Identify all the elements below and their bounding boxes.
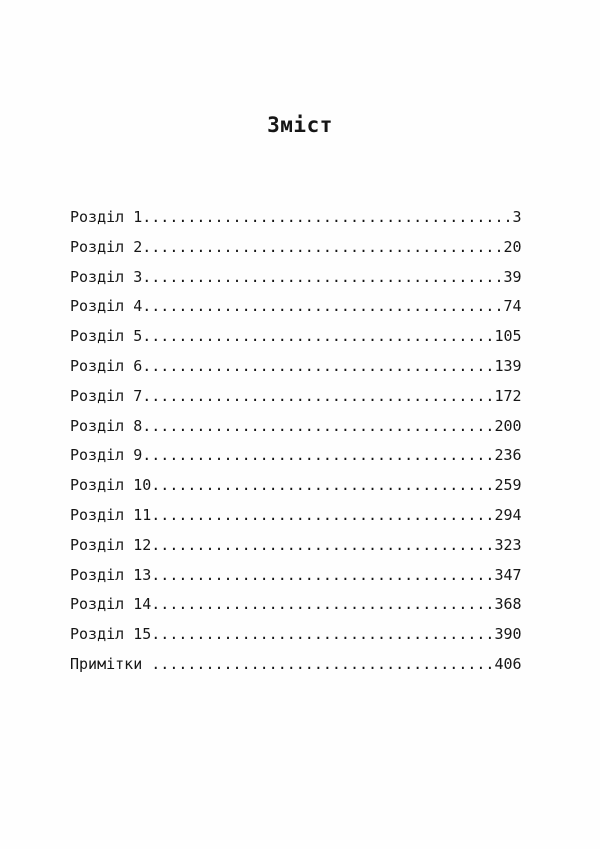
toc-entry-page-number: 200 <box>494 416 522 435</box>
toc-entry-label: Розділ 3 <box>70 267 143 286</box>
toc-entry-label: Розділ 6 <box>70 356 143 375</box>
toc-leader-dots: ...................................... <box>151 505 495 524</box>
toc-entry <box>70 501 530 531</box>
toc-entry <box>70 531 530 561</box>
toc-leader-dots: ........................................ <box>142 297 504 316</box>
toc-leader-dots: ...................................... <box>151 625 495 644</box>
toc-entry <box>70 441 530 471</box>
toc-entry-label: Розділ 1 <box>70 208 143 226</box>
toc-entry-page-number: 139 <box>494 356 522 375</box>
toc-entry-label: Розділ 9 <box>70 446 143 465</box>
toc-entry <box>70 412 530 442</box>
toc-entry <box>70 620 530 650</box>
toc-entry-page-number: 20 <box>503 237 522 256</box>
toc-entry-label: Розділ 5 <box>70 327 143 346</box>
toc-entry-label: Розділ 8 <box>70 416 143 435</box>
toc-entry-label: Розділ 13 <box>70 565 152 584</box>
toc-entry <box>70 292 530 322</box>
toc-entry-label: Розділ 7 <box>70 386 143 405</box>
toc-entry <box>70 590 530 620</box>
toc-entry-page-number: 39 <box>503 267 522 286</box>
toc-entry-page-number: 294 <box>494 505 522 524</box>
toc-leader-dots: ...................................... <box>151 535 495 554</box>
toc-leader-dots: ......................................... <box>142 208 513 226</box>
toc-entry-label: Розділ 11 <box>70 505 152 524</box>
toc-entry-label: Розділ 4 <box>70 297 143 316</box>
toc-entry <box>70 263 530 293</box>
toc-entry <box>70 352 530 382</box>
toc-entry-page-number: 347 <box>494 565 522 584</box>
toc-list <box>70 203 530 680</box>
toc-entry <box>70 233 530 263</box>
toc-leader-dots: ...................................... <box>151 654 495 673</box>
toc-entry-page-number: 406 <box>494 654 522 673</box>
toc-entry-page-number: 3 <box>512 208 522 226</box>
toc-leader-dots: ........................................ <box>142 267 504 286</box>
toc-entry-page-number: 172 <box>494 386 522 405</box>
toc-leader-dots: ....................................... <box>142 446 495 465</box>
toc-entry-page-number: 368 <box>494 595 522 614</box>
toc-leader-dots: ........................................ <box>142 237 504 256</box>
toc-entry-label: Розділ 15 <box>70 625 152 644</box>
toc-leader-dots: ....................................... <box>142 356 495 375</box>
toc-leader-dots: ...................................... <box>151 476 495 495</box>
toc-entry-page-number: 105 <box>494 327 522 346</box>
toc-leader-dots: ....................................... <box>142 327 495 346</box>
toc-leader-dots: ....................................... <box>142 386 495 405</box>
toc-entry <box>70 203 530 233</box>
toc-entry-page-number: 259 <box>494 476 522 495</box>
toc-entry <box>70 322 530 352</box>
page-title: Зміст <box>267 113 333 137</box>
toc-leader-dots: ...................................... <box>151 595 495 614</box>
toc-entry-label: Розділ 2 <box>70 237 143 256</box>
toc-entry-page-number: 323 <box>494 535 522 554</box>
toc-leader-dots: ...................................... <box>151 565 495 584</box>
toc-entry-page-number: 390 <box>494 625 522 644</box>
toc-entry-label: Розділ 10 <box>70 476 152 495</box>
toc-entry <box>70 650 530 680</box>
toc-entry-label: Примітки <box>70 654 152 673</box>
toc-entry-label: Розділ 14 <box>70 595 152 614</box>
toc-entry-page-number: 236 <box>494 446 522 465</box>
toc-entry <box>70 382 530 412</box>
toc-entry <box>70 471 530 501</box>
toc-leader-dots: ....................................... <box>142 416 495 435</box>
toc-entry <box>70 561 530 591</box>
toc-entry-label: Розділ 12 <box>70 535 152 554</box>
toc-entry-page-number: 74 <box>503 297 522 316</box>
